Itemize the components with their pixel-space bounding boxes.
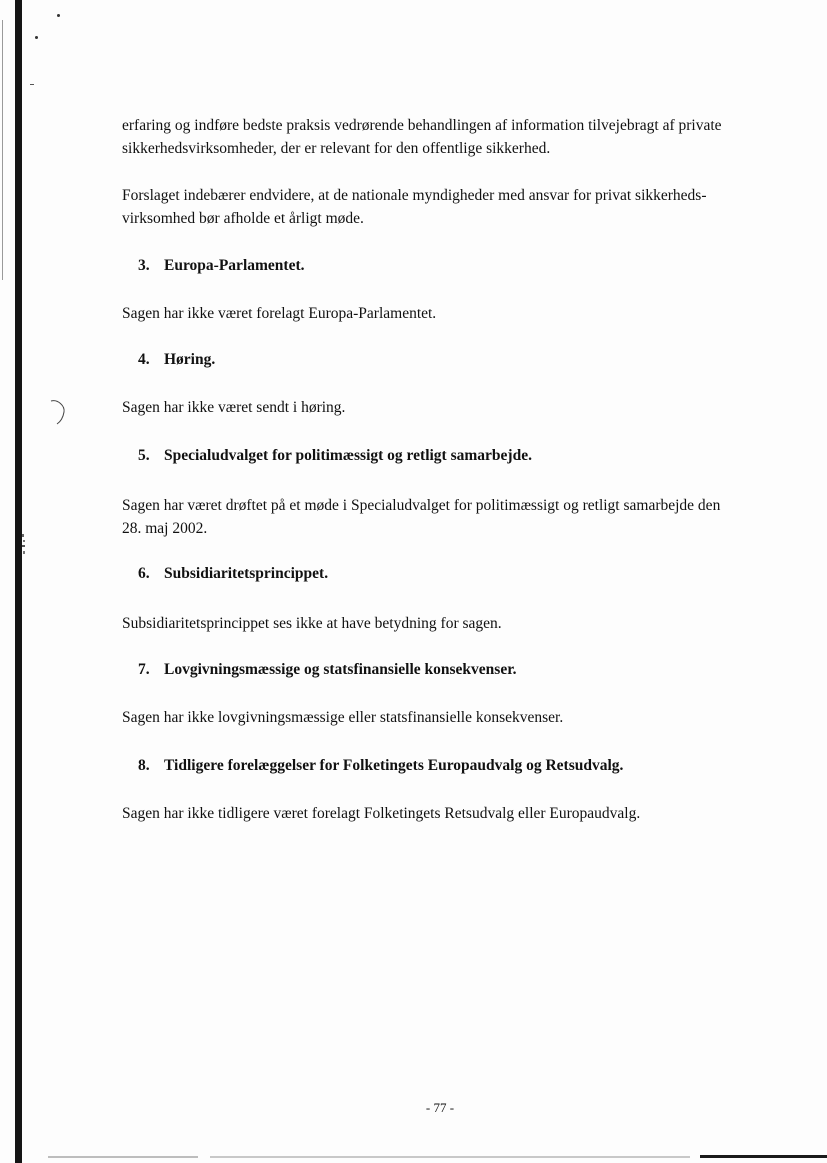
section-number: 8. [138, 757, 150, 774]
section-body-4 [122, 396, 782, 419]
section-heading-6 [138, 564, 328, 584]
section-title: Høring. [164, 351, 216, 368]
scan-bottom-line [48, 1156, 198, 1158]
text-line: virksomhed bør afholde et årligt møde. [122, 210, 364, 227]
section-title: Tidligere forelæggelser for Folketingets Europaudvalg og Retsudvalg. [164, 757, 624, 774]
scan-speck [35, 36, 38, 39]
section-title: Lovgivningsmæssige og statsfinansielle konsekvenser. [164, 661, 517, 678]
paragraph-proposal [122, 184, 782, 230]
text-line: sikkerhedsvirksomheder, der er relevant for den offentlige sikkerhed. [122, 140, 551, 157]
text-line: 28. maj 2002. [122, 520, 208, 537]
section-body-7 [122, 706, 782, 729]
scan-binding-edge [15, 0, 22, 1163]
section-title: Subsidiaritetsprincippet. [164, 565, 329, 582]
scan-speck-strip [14, 530, 26, 560]
section-heading-4 [138, 350, 215, 370]
section-heading-5 [138, 446, 532, 466]
section-heading-7 [138, 660, 517, 680]
text-line: Forslaget indebærer endvidere, at de nationale myndigheder med ansvar for privat sikkerheds- [122, 187, 707, 204]
text-line: Sagen har været drøftet på et møde i Specialudvalget for politimæssigt og retligt samarbejde den [122, 497, 721, 514]
text-line: Sagen har ikke været sendt i høring. [122, 399, 346, 416]
scan-bottom-line [210, 1156, 690, 1158]
section-title: Europa-Parlamentet. [164, 257, 305, 274]
scan-speck [57, 14, 60, 17]
scan-bottom-line [700, 1155, 827, 1158]
section-heading-3 [138, 256, 304, 276]
text-line: Sagen har ikke været forelagt Europa-Parlamentet. [122, 305, 437, 322]
scan-speck [30, 84, 34, 85]
section-body-5 [122, 494, 782, 540]
scan-edge-line [2, 20, 3, 280]
section-heading-8 [138, 756, 623, 776]
text-line: Sagen har ikke lovgivningsmæssige eller statsfinansielle konsekvenser. [122, 709, 564, 726]
text-line: erfaring og indføre bedste praksis vedrørende behandlingen af information tilvejebragt af private [122, 117, 722, 134]
section-title: Specialudvalget for politimæssigt og retligt samarbejde. [164, 447, 532, 464]
page-number: - 77 - [425, 1100, 455, 1115]
paragraph-intro [122, 114, 782, 160]
text-line: Sagen har ikke tidligere været forelagt Folketingets Retsudvalg eller Europaudvalg. [122, 805, 641, 822]
section-number: 6. [138, 565, 150, 582]
section-number: 3. [138, 257, 150, 274]
section-body-3 [122, 302, 782, 325]
section-number: 4. [138, 351, 150, 368]
section-number: 5. [138, 447, 150, 464]
section-number: 7. [138, 661, 150, 678]
section-body-8 [122, 802, 782, 825]
text-line: Subsidiaritetsprincippet ses ikke at have betydning for sagen. [122, 615, 502, 632]
scan-curve-mark [50, 398, 68, 426]
section-body-6 [122, 612, 782, 635]
